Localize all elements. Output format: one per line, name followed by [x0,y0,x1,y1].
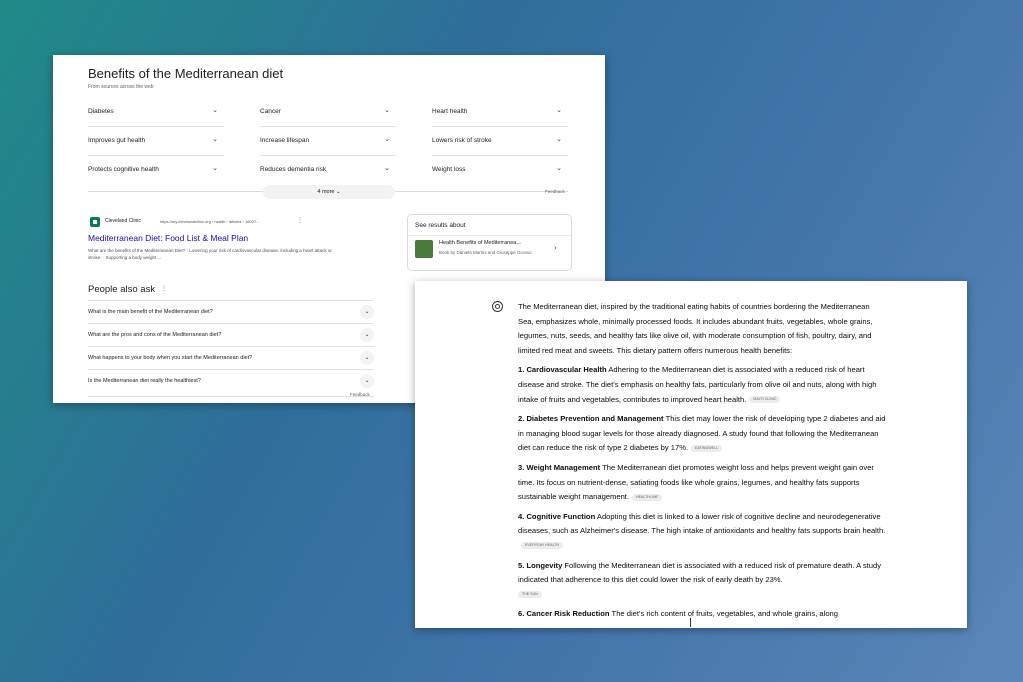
more-button[interactable] [263,185,395,199]
source-badge[interactable]: THE SUN [518,591,542,598]
answer-item [518,412,886,456]
paa-question-text: Is the Mediterranean diet really the healthiest? [88,378,201,384]
chevron-down-icon: ⌄ [212,107,218,114]
answer-item-text: Following the Mediterranean diet is associated with a reduced risk of premature death. A study indicated that adherence to this diet could lower the risk of early death by 23%. [518,560,882,585]
benefit-label: Diabetes [88,108,114,115]
source-badge[interactable]: MAYO CLINIC [749,396,780,403]
answer-item-text: This diet may lower the risk of developing type 2 diabetes and aid in managing blood sugar levels for those already diagnosed. A study found that following the Mediterranean diet can reduce the risk of type 2 diabetes by 17%. [518,414,886,453]
benefit-label: Cancer [260,108,281,115]
chevron-down-icon: ⌄ [556,165,562,172]
benefit-label: Heart health [432,108,468,115]
benefit-label: Reduces dementia risk [260,166,327,173]
answer-item [518,363,886,407]
book-thumbnail[interactable] [415,240,433,258]
answer-content [518,300,886,627]
see-results-card [407,214,572,271]
benefit-cancer[interactable] [260,98,396,127]
cleveland-clinic-logo [90,217,100,227]
chevron-down-icon: ⌄ [212,136,218,143]
chevron-down-icon: ⌄ [384,136,390,143]
answer-intro: The Mediterranean diet, inspired by the traditional eating habits of countries bordering the Mediterranean Sea, emphasizes whole, minimally processed foods. It includes abundant fruits, vegetables, whole grains, legumes, nuts, seeds, and healthy fats like olive oil, with moderate consumption of fish, poultry, dairy, and limited red meat and sweets. This dietary pattern offers numerous health benefits: [518,302,873,355]
benefit-diabetes[interactable] [88,98,224,127]
answer-item-heading: 3. Weight Management [518,462,601,472]
benefit-stroke[interactable] [432,127,568,156]
answer-item-heading: 5. Longevity [518,560,563,570]
chevron-down-icon[interactable]: ⌄ [360,305,374,319]
benefit-label: Protects cognitive health [88,166,159,173]
more-label: 4 more [317,189,335,195]
paa-question-text: What are the pros and cons of the Mediterranean diet? [88,332,222,338]
benefit-heart-health[interactable] [432,98,568,127]
page-subtitle: From sources across the web [88,84,154,90]
openai-logo-icon [492,301,503,312]
benefit-label: Weight loss [432,166,466,173]
divider [408,235,571,236]
benefit-cognitive[interactable] [88,156,224,184]
text-cursor [690,618,691,627]
chevron-down-icon[interactable]: ⌄ [360,328,374,342]
chevron-down-icon: ⌄ [384,107,390,114]
people-also-ask-title: People also ask [88,284,156,295]
more-vert-icon[interactable]: ⋮ [161,286,167,292]
divider [88,396,374,397]
see-results-title: See results about [415,222,466,229]
answer-item-heading: 6. Cancer Risk Reduction [518,609,610,619]
answer-item [518,559,886,603]
paa-question[interactable] [88,300,374,324]
see-results-item-title[interactable]: Health Benefits of Mediterranea... [439,240,521,246]
chevron-right-icon[interactable]: › [554,243,557,252]
answer-item-text: The Mediterranean diet promotes weight loss and helps prevent weight gain over time. Its focus on nutrient-dense, satiating foods like whole grains, legumes, and healthy fats supports sustainable weight management. [518,462,874,502]
chevron-down-icon: ⌄ [212,165,218,172]
feedback-link[interactable]: Feedback [545,189,565,194]
see-results-item-subtitle: Book by Daniela Martini and Giuseppe Grosso [439,250,532,255]
benefit-label: Increase lifespan [260,137,310,144]
answer-item-text: Adhering to the Mediterranean diet is associated with a reduced risk of heart disease and stroke. The diet's emphasis on healthy fats, particularly from olive oil and nuts, along with high intake of fruits and vegetables, contributes to improved heart health. [518,365,877,404]
source-badge[interactable]: EVERYDAY HEALTH [521,542,563,549]
benefit-lifespan[interactable] [260,127,396,156]
page-title: Benefits of the Mediterranean diet [88,66,284,81]
benefit-dementia[interactable] [260,156,396,184]
chevron-down-icon: ⌄ [384,165,390,172]
chevron-down-icon[interactable]: ⌄ [360,351,374,365]
chevron-down-icon: ⌄ [556,136,562,143]
chevron-down-icon[interactable]: ⌄ [360,374,374,388]
chevron-down-icon: ⌄ [556,107,562,114]
answer-item-heading: 4. Cognitive Function [518,511,596,521]
answer-item-text: The diet's rich content of fruits, vegetables, and whole grains, along [609,609,838,619]
feedback-link[interactable]: Feedback [350,392,370,397]
result-link[interactable]: Mediterranean Diet: Food List & Meal Plan [88,233,249,243]
answer-item-heading: 2. Diabetes Prevention and Management [518,414,664,424]
answer-item [518,607,886,622]
benefit-label: Lowers risk of stroke [432,137,492,144]
paa-question-text: What is the main benefit of the Mediterranean diet? [88,309,213,315]
result-url[interactable]: https://my.clevelandclinic.org › health › articles › 16037... [160,219,260,224]
chevron-down-icon: ⌄ [336,189,341,195]
source-badge[interactable]: EATINGWELL [691,445,722,452]
benefit-gut-health[interactable] [88,127,224,156]
paa-question[interactable] [88,323,374,347]
paa-question[interactable] [88,346,374,370]
benefit-weight-loss[interactable] [432,156,568,184]
paa-question-text: What happens to your body when you start the Mediterranean diet? [88,355,253,361]
answer-item [518,510,886,554]
answer-item [518,461,886,505]
source-badge[interactable]: HEALTHLINE [632,494,662,501]
more-vert-icon[interactable]: ⋮ [297,218,303,224]
answer-item-text: Adopting this diet is linked to a lower risk of cognitive decline and neurodegenerative diseases, such as Alzheimer's disease. The high intake of antioxidants and healthy fats supports brain health. [518,511,886,536]
paa-question[interactable] [88,369,374,393]
result-site-name[interactable]: Cleveland Clinic [105,218,141,224]
answer-item-heading: 1. Cardiovascular Health [518,365,607,375]
benefit-label: Improves gut health [88,137,146,144]
chatgpt-answer-panel [415,281,967,628]
result-snippet: What are the benefits of the Mediterranean Diet? · Lowering your risk of cardiovascular disease, including a heart attack or stroke. · Supporting a body weight ... [88,248,332,260]
